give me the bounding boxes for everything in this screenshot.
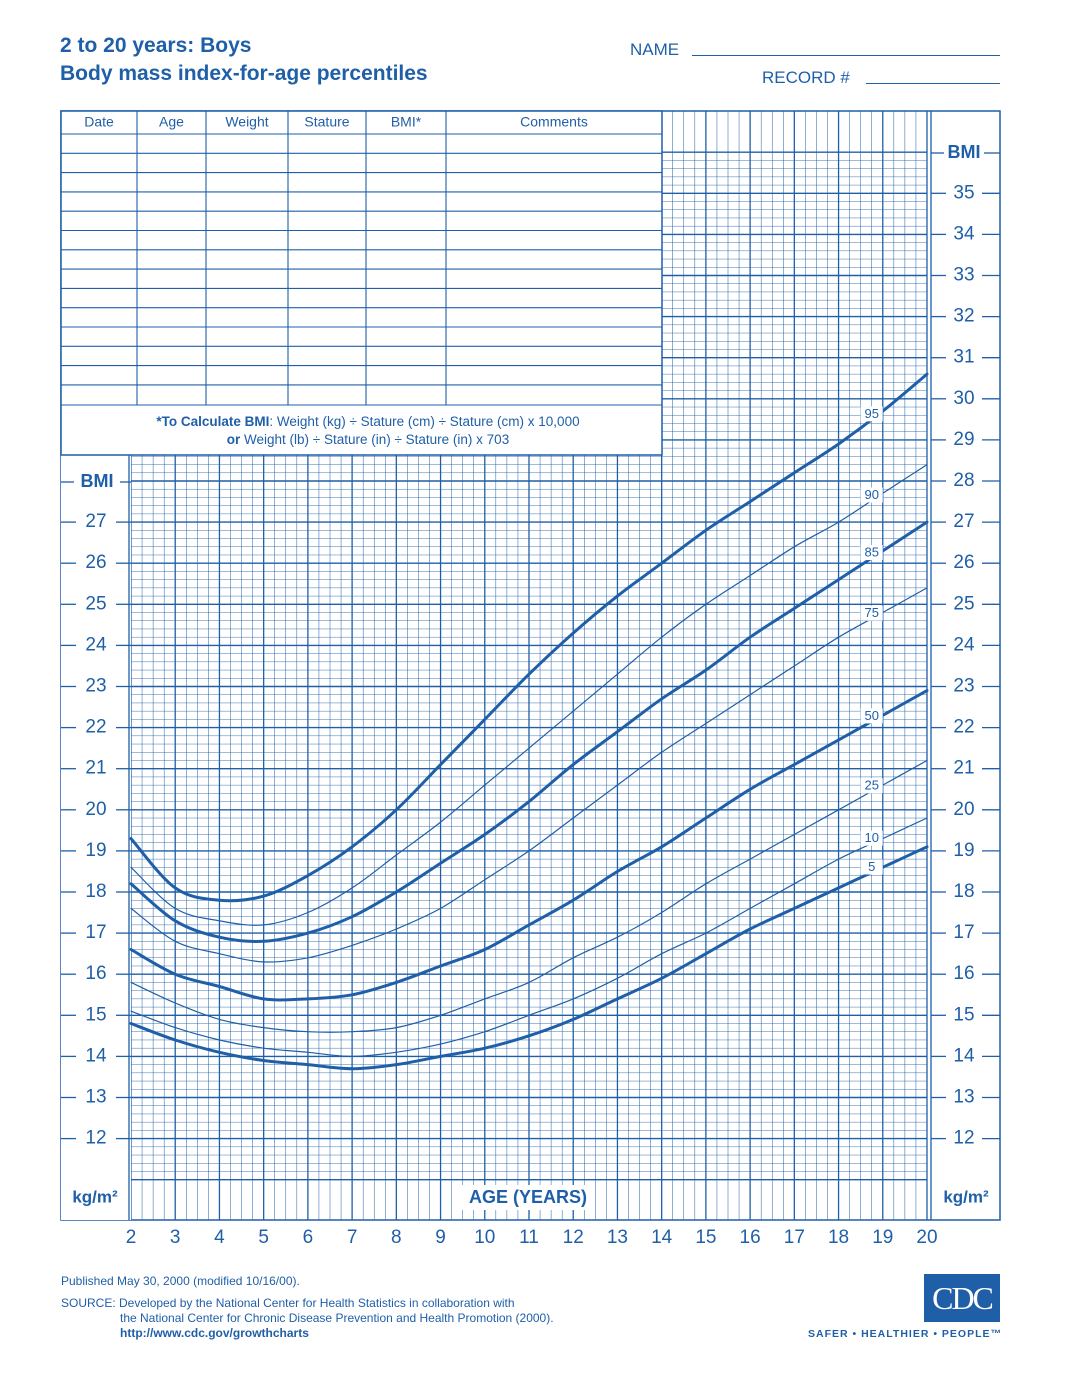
y-tick-label-right: 12 <box>953 1127 975 1149</box>
x-tick-label: 3 <box>169 1227 181 1249</box>
table-header-comments: Comments <box>520 113 588 130</box>
y-tick-label-left: 25 <box>85 593 107 615</box>
y-tick-label-right: 26 <box>953 552 975 574</box>
y-tick-label-right: 15 <box>953 1004 975 1026</box>
y-tick-label-right: 34 <box>953 223 975 245</box>
source-line-2: the National Center for Chronic Disease Prevention and Health Promotion (2000). <box>120 1311 554 1325</box>
x-tick-label: 5 <box>258 1227 269 1249</box>
y-tick-label-right: 17 <box>953 922 975 944</box>
percentile-label-p95: 95 <box>864 405 879 421</box>
table-header-date: Date <box>84 113 114 130</box>
percentile-label-p75: 75 <box>864 605 879 621</box>
cdc-logo-text: CDC <box>932 1280 992 1316</box>
y-tick-label-right: 22 <box>953 716 975 738</box>
table-header-stature: Stature <box>304 113 350 130</box>
y-tick-label-left: 21 <box>85 757 107 779</box>
percentile-label-p90: 90 <box>864 486 879 502</box>
x-tick-label: 2 <box>125 1227 137 1249</box>
table-header-bmi: BMI* <box>390 113 422 130</box>
y-tick-label-left: 20 <box>85 798 107 820</box>
y-tick-label-left: 15 <box>85 1004 107 1026</box>
right-bmi-label: BMI <box>947 141 981 162</box>
table-header-weight: Weight <box>225 113 269 130</box>
x-tick-label: 20 <box>916 1227 938 1249</box>
x-tick-label: 7 <box>346 1227 358 1249</box>
y-tick-label-left: 19 <box>85 839 107 861</box>
table-header-age: Age <box>159 113 184 130</box>
x-tick-label: 10 <box>474 1227 496 1249</box>
chart-title-line2: Body mass index-for-age percentiles <box>60 62 428 85</box>
x-axis-label: AGE (YEARS) <box>468 1186 588 1207</box>
y-tick-label-right: 33 <box>953 264 975 286</box>
y-tick-label-left: 18 <box>85 881 107 903</box>
y-tick-label-right: 32 <box>953 305 975 327</box>
y-tick-label-right: 20 <box>953 798 975 820</box>
name-label: NAME <box>630 40 680 59</box>
percentile-label-p5: 5 <box>868 858 876 874</box>
bmi-formula-line2: or Weight (lb) ÷ Stature (in) ÷ Stature (in) x 703 <box>226 431 510 447</box>
y-tick-label-right: 31 <box>953 346 975 368</box>
y-tick-label-right: 35 <box>953 182 975 204</box>
published-note: Published May 30, 2000 (modified 10/16/00). <box>61 1274 300 1288</box>
x-tick-label: 19 <box>872 1227 894 1249</box>
y-tick-label-left: 27 <box>85 511 107 533</box>
y-tick-label-right: 14 <box>953 1045 975 1067</box>
x-tick-label: 4 <box>214 1227 225 1249</box>
x-tick-label: 9 <box>435 1227 446 1249</box>
y-tick-label-left: 22 <box>85 716 107 738</box>
record-table-frame <box>61 111 662 455</box>
y-tick-label-left: 24 <box>85 634 107 656</box>
y-tick-label-right: 23 <box>953 675 975 697</box>
source-line-1: SOURCE: Developed by the National Center for Health Statistics in collaboration with <box>61 1296 515 1310</box>
y-tick-label-right: 30 <box>953 387 975 409</box>
y-tick-label-right: 21 <box>953 757 975 779</box>
y-tick-label-left: 16 <box>85 963 107 985</box>
left-bmi-label: BMI <box>80 470 114 491</box>
y-tick-label-right: 25 <box>953 593 975 615</box>
y-tick-label-right: 28 <box>953 470 975 492</box>
y-tick-label-left: 12 <box>85 1127 107 1149</box>
y-tick-label-right: 13 <box>953 1086 975 1108</box>
y-tick-label-left: 13 <box>85 1086 107 1108</box>
y-tick-label-right: 16 <box>953 963 975 985</box>
y-tick-label-right: 27 <box>953 511 975 533</box>
x-tick-label: 8 <box>391 1227 402 1249</box>
y-tick-label-right: 29 <box>953 428 975 450</box>
x-tick-label: 13 <box>606 1227 629 1249</box>
x-tick-label: 16 <box>739 1227 761 1249</box>
percentile-label-p10: 10 <box>864 830 879 846</box>
y-tick-label-left: 23 <box>85 675 107 697</box>
percentile-label-p25: 25 <box>864 777 879 793</box>
y-tick-label-right: 24 <box>953 634 975 656</box>
x-tick-label: 17 <box>783 1227 805 1249</box>
right-units-label: kg/m² <box>943 1187 989 1207</box>
percentile-label-p85: 85 <box>864 544 879 560</box>
x-tick-label: 14 <box>651 1227 673 1249</box>
y-tick-label-right: 19 <box>953 839 975 861</box>
x-tick-label: 18 <box>827 1227 850 1249</box>
y-tick-label-right: 18 <box>953 881 975 903</box>
x-tick-label: 11 <box>519 1227 539 1249</box>
y-tick-label-left: 26 <box>85 552 107 574</box>
chart-title-line1: 2 to 20 years: Boys <box>60 34 252 57</box>
x-tick-label: 15 <box>695 1227 717 1249</box>
record-table <box>61 111 662 455</box>
x-tick-label: 6 <box>302 1227 314 1249</box>
y-tick-label-left: 17 <box>85 922 107 944</box>
percentile-label-p50: 50 <box>864 707 879 723</box>
bmi-formula-line1: *To Calculate BMI: Weight (kg) ÷ Stature (cm) ÷ Stature (cm) x 10,000 <box>156 413 580 429</box>
record-label: RECORD # <box>762 68 850 87</box>
x-tick-label: 12 <box>562 1227 584 1249</box>
cdc-tagline: SAFER • HEALTHIER • PEOPLE™ <box>808 1328 1003 1340</box>
y-tick-label-left: 14 <box>85 1045 107 1067</box>
source-url[interactable]: http://www.cdc.gov/growthcharts <box>120 1326 309 1340</box>
left-units-label: kg/m² <box>72 1187 118 1207</box>
